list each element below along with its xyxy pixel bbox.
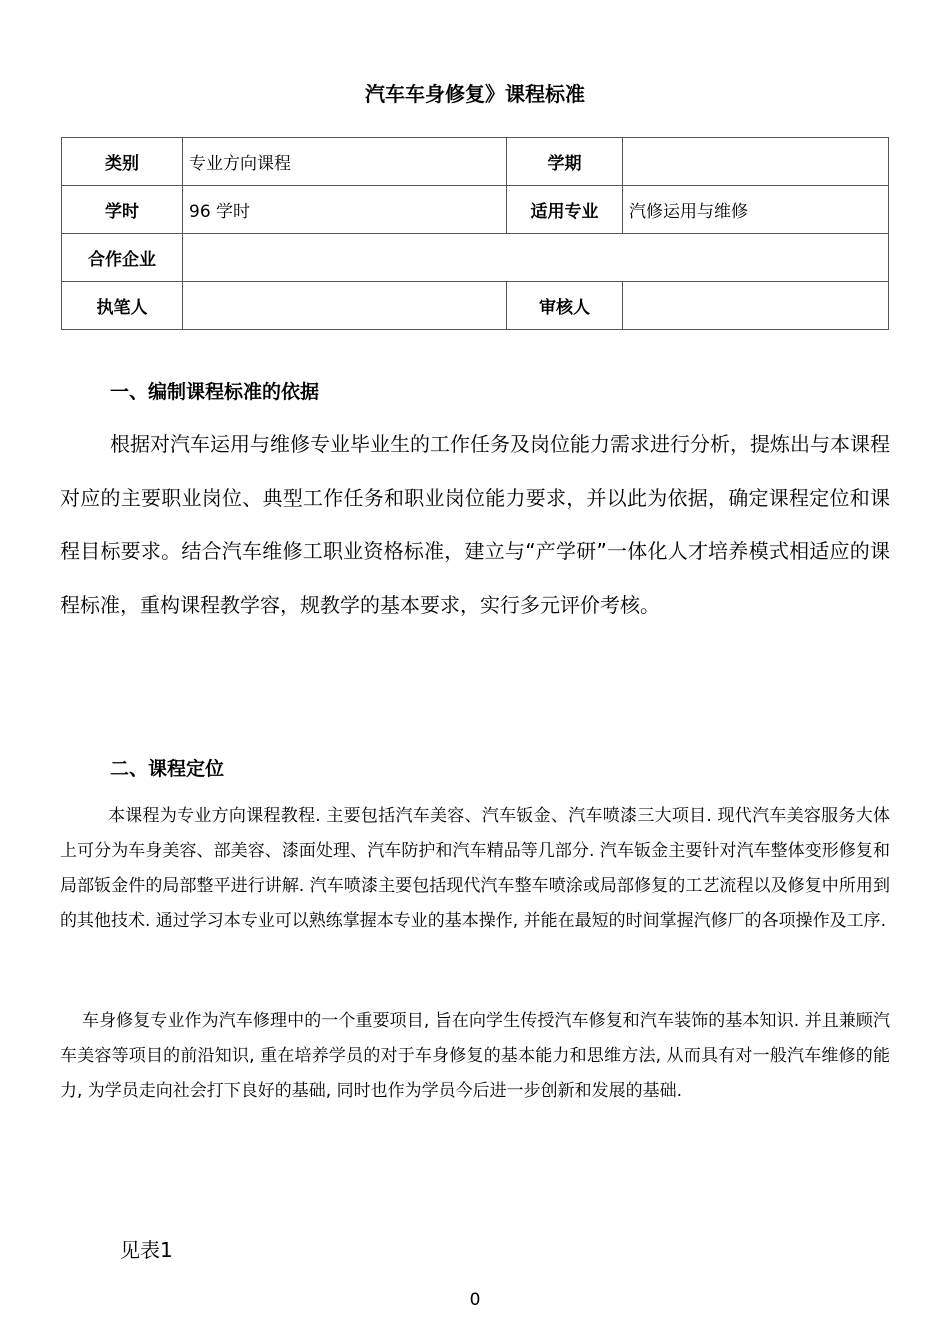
table-row: [62, 138, 889, 186]
author-value: [183, 282, 507, 330]
category-value: 专业方向课程: [183, 138, 507, 186]
major-value: 汽修运用与维修: [623, 186, 889, 234]
section1-heading: 一、编制课程标准的依据: [110, 381, 320, 403]
category-label: 类别: [62, 138, 183, 186]
table-row: [62, 282, 889, 330]
partner-company-value: [183, 234, 889, 282]
hours-label: 学时: [62, 186, 183, 234]
author-label: 执笔人: [62, 282, 183, 330]
table-row: [62, 234, 889, 282]
reviewer-label: 审核人: [507, 282, 623, 330]
reviewer-value: [623, 282, 889, 330]
section2-heading: 二、课程定位: [110, 758, 225, 780]
page-number: 0: [469, 1290, 481, 1310]
see-table-note: 见表1: [120, 1238, 173, 1262]
semester-label: 学期: [507, 138, 623, 186]
course-info-table: [61, 137, 889, 330]
hours-value: 96 学时: [183, 186, 507, 234]
table-row: [62, 186, 889, 234]
partner-company-label: 合作企业: [62, 234, 183, 282]
section2-paragraph1: 本课程为专业方向课程教程. 主要包括汽车美容、汽车钣金、汽车喷漆三大项目. 现代汽车美容服务大体上可分为车身美容、部美容、漆面处理、汽车防护和汽车精品等几部分. 汽车钣金主要针对汽车整体变形修复和局部钣金件的局部整平进行讲解. 汽车喷漆主要包括现代汽车整车喷涂或局部修复的工艺流程以及修复中所用到的其他技术. 通过学习本专业可以熟练掌握本专业的基本操作, 并能在最短的时间掌握汽修厂的各项操作及工序.: [60, 806, 890, 931]
document-title: 汽车车身修复》课程标准: [365, 82, 585, 106]
major-label: 适用专业: [507, 186, 623, 234]
section2-paragraph2: 车身修复专业作为汽车修理中的一个重要项目, 旨在向学生传授汽车修复和汽车装饰的基本知识. 并且兼顾汽车美容等项目的前沿知识, 重在培养学员的对于车身修复的基本能力和思维方法, 从而具有对一般汽车维修的能力, 为学员走向社会打下良好的基础, 同时也作为学员今后进一步创新和发展的基础.: [60, 1011, 890, 1101]
section1-paragraph: 根据对汽车运用与维修专业毕业生的工作任务及岗位能力需求进行分析，提炼出与本课程对应的主要职业岗位、典型工作任务和职业岗位能力要求，并以此为依据，确定课程定位和课程目标要求。结合汽车维修工职业资格标准，建立与“产学研”一体化人才培养模式相适应的课程标准，重构课程教学容，规教学的基本要求，实行多元评价考核。: [60, 432, 890, 617]
semester-value: [623, 138, 889, 186]
